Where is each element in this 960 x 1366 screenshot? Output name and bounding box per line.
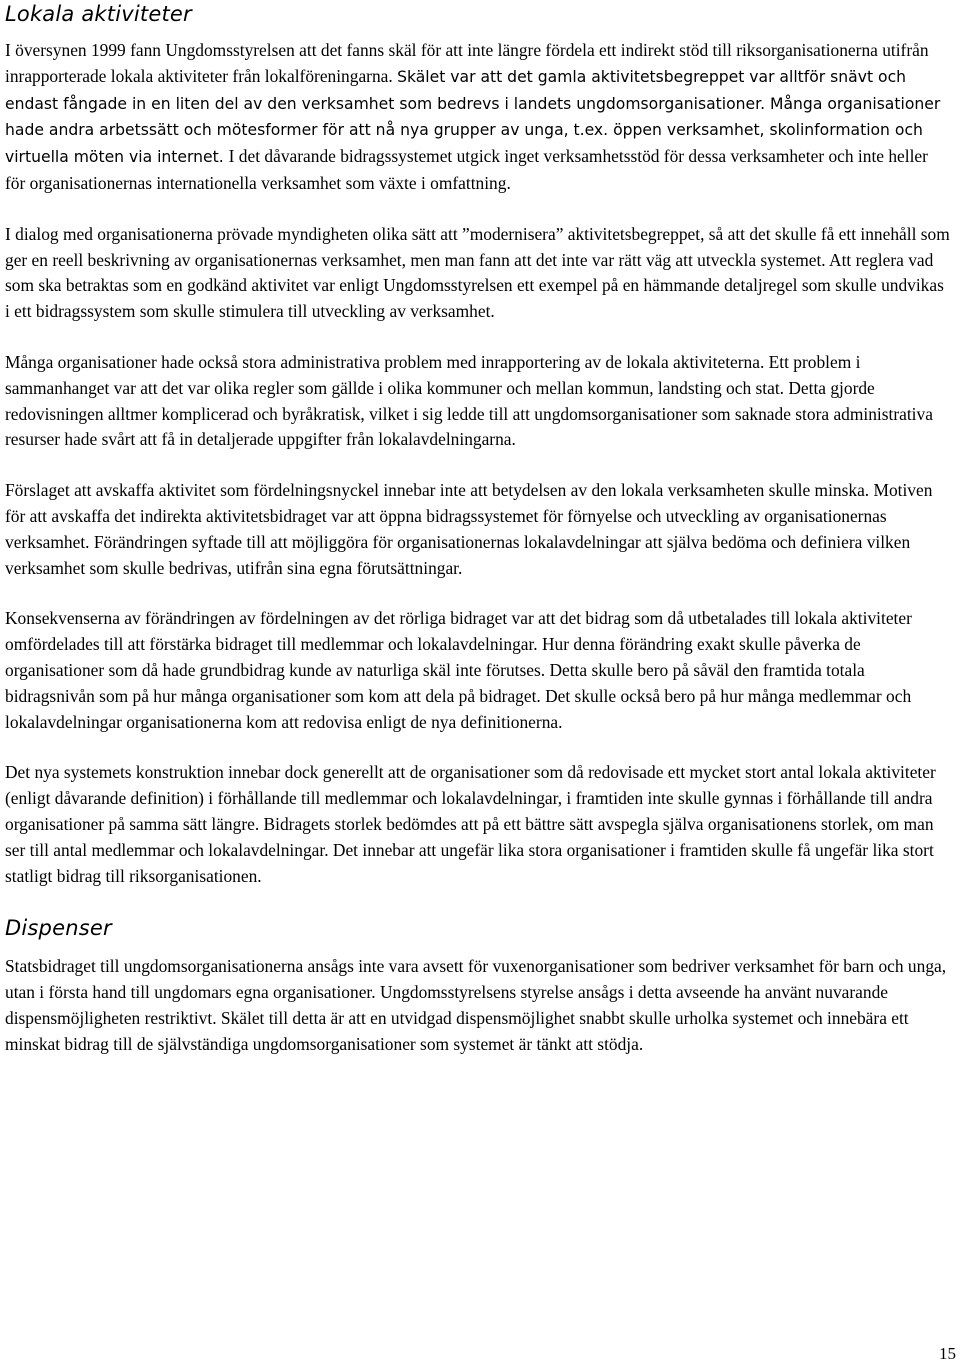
paragraph: I dialog med organisationerna prövade myndigheten olika sätt att ”modernisera” aktivitetsbegreppet, så att det skulle få ett innehåll som ger en reell beskrivning av organisationernas verksamhet, men man fann att det inte var rätt väg att utveckla systemet. Att reglera vad som ska betraktas som en godkänd aktivitet var enligt Ungdomsstyrelsen ett exempel på en hämmande detaljregel som skulle undvikas i ett bidragssystem som skulle stimulera till utveckling av verksamhet. — [5, 223, 950, 322]
section-heading: Dispenser — [5, 916, 112, 941]
paragraph: Konsekvenserna av förändringen av fördelningen av det rörliga bidraget var att det bidrag som då utbetalades till lokala aktiviteter omfördelades till att förstärka bidraget till medlemmar och lokalavdelningar. Hur denna förändring exakt skulle påverka de organisationer som då hade grundbidrag kunde av naturliga skäl inte förutses. Detta skulle bero på såväl den framtida totala bidragsnivån som på hur många organisationer som kom att dela på bidraget. Det skulle också bero på hur många medlemmar och lokalavdelningar organisationerna kom att redovisa enligt de nya definitionerna. — [5, 608, 912, 732]
document-page — [5, 0, 950, 1083]
page-number: 15 — [939, 1344, 956, 1363]
paragraph-run: I det dåvarande bidragssystemet utgick inget verksamhetsstöd för dessa verksamheter och inte heller för organisationernas internationella verksamhet som växte i omfattning. — [5, 146, 928, 193]
paragraph — [5, 38, 950, 197]
paragraph: Det nya systemets konstruktion innebar dock generellt att de organisationer som då redovisade ett mycket stort antal lokala aktiviteter (enligt dåvarande definition) i förhållande till medlemmar och lokalavdelningar, i framtiden inte skulle gynnas i förhållande till andra organisationer på samma sätt längre. Bidragets storlek bedömdes att på ett bättre sätt avspegla själva organisationens storlek, om man ser till antal medlemmar och lokalavdelningar. Det innebar att ungefär lika stora organisationer i framtiden skulle få ungefär lika stort statligt bidrag till riksorganisationen. — [5, 762, 936, 886]
paragraph-run: Skälet var att det gamla aktivitetsbegreppet var alltför snävt och endast fångade in en liten del av den verksamhet som bedrevs i landets ungdomsorganisationer. Många organisationer hade andra arbetssätt och mötesformer för att nå nya grupper av unga, t.ex. öppen verksamhet, skolinformation och virtuella möten via internet. — [5, 67, 941, 167]
paragraph: Förslaget att avskaffa aktivitet som fördelningsnyckel innebar inte att betydelsen av den lokala verksamheten skulle minska. Motiven för att avskaffa det indirekta aktivitetsbidraget var att öppna bidragssystemet för förnyelse och utveckling av organisationernas verksamhet. Förändringen syftade till att möjliggöra för organisationernas lokalavdelningar att själva bedöma och definiera vilken verksamhet som skulle bedrivas, utifrån sina egna förutsättningar. — [5, 480, 933, 578]
section-heading: Lokala aktiviteter — [5, 2, 192, 26]
paragraph: Många organisationer hade också stora administrativa problem med inrapportering av de lokala aktiviteterna. Ett problem i sammanhanget var att det var olika regler som gällde i olika kommuner och mellan kommun, landsting och stat. Detta gjorde redovisningen alltmer komplicerad och byråkratisk, vilket i sig ledde till att ungdomsorganisationer som saknade stora administrativa resurser hade svårt att få in detaljerade uppgifter från lokalavdelningarna. — [5, 351, 933, 450]
paragraph: Statsbidraget till ungdomsorganisationerna ansågs inte vara avsett för vuxenorganisationer som bedriver verksamhet för barn och unga, utan i första hand till ungdomars egna organisationer. Ungdomsstyrelsens styrelse ansågs i detta avseende ha använt nuvarande dispensmöjligheten restriktivt. Skälet till detta är att en utvidgad dispensmöjlighet snabbt skulle urholka systemet och innebära ett minskat bidrag till de självständiga ungdomsorganisationer som systemet är tänkt att stödja. — [5, 956, 947, 1054]
paragraph-run: I översynen 1999 fann Ungdomsstyrelsen att det fanns skäl för att inte längre fördela ett indirekt stöd till riksorganisationerna utifrån inrapporterade lokala aktiviteter från lokalföreningarna. — [5, 40, 929, 86]
